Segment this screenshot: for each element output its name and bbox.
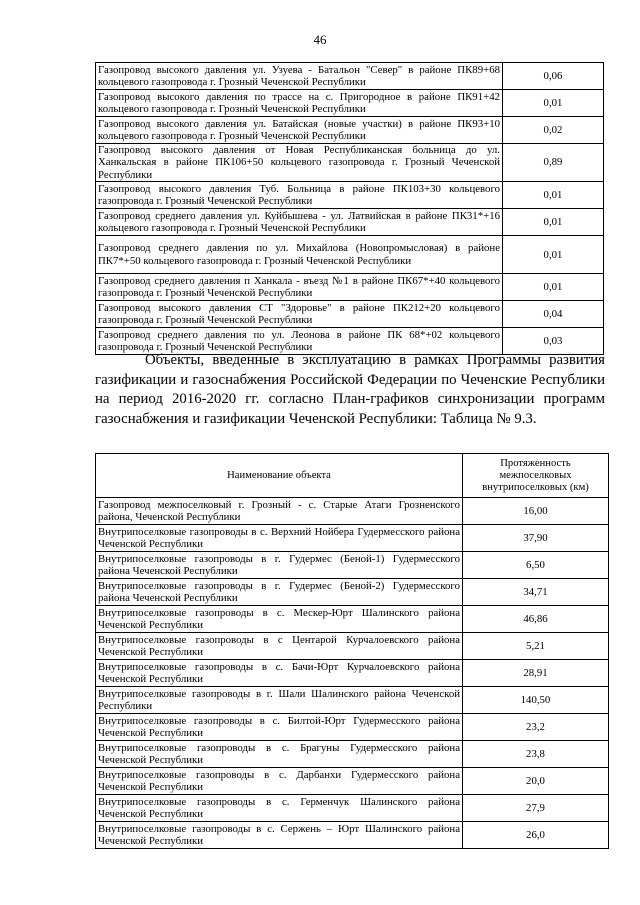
length-value-cell: 37,90 — [463, 525, 609, 552]
table-row — [96, 633, 609, 660]
object-name-cell: Газопровод среднего давления по ул. Михайлова (Новопромысловая) в районе ПК7*+50 кольцевого газопровода г. Грозный Чеченской Республики — [96, 236, 503, 274]
table-row — [96, 274, 604, 301]
length-value-cell: 16,00 — [463, 498, 609, 525]
table-row — [96, 660, 609, 687]
table-row — [96, 236, 604, 274]
table-header-row — [96, 454, 609, 498]
object-name-cell: Внутрипоселковые газопроводы в г. Гудермес (Беной-1) Гудермесского района Чеченской Республики — [96, 552, 463, 579]
table-row — [96, 741, 609, 768]
length-value-cell: 0,01 — [503, 182, 604, 209]
object-name-cell: Внутрипоселковые газопроводы в с. Верхний Нойбера Гудермесского района Чеченской Республики — [96, 525, 463, 552]
pipeline-table-continued — [95, 62, 604, 355]
object-name-cell: Газопровод высокого давления по трассе на с. Пригородное в районе ПК91+42 кольцевого газопровода г. Грозный Чеченской Республики — [96, 90, 503, 117]
length-value-cell: 20,0 — [463, 768, 609, 795]
table-row — [96, 768, 609, 795]
header-object-name: Наименование объекта — [96, 454, 463, 498]
length-value-cell: 0,02 — [503, 117, 604, 144]
length-value-cell: 0,89 — [503, 144, 604, 182]
length-value-cell: 0,06 — [503, 63, 604, 90]
object-name-cell: Внутрипоселковые газопроводы в с. Дарбанхи Гудермесского района Чеченской Республики — [96, 768, 463, 795]
table-row — [96, 714, 609, 741]
table-row — [96, 63, 604, 90]
length-value-cell: 0,01 — [503, 274, 604, 301]
length-value-cell: 0,01 — [503, 90, 604, 117]
table-row — [96, 795, 609, 822]
length-value-cell: 23,2 — [463, 714, 609, 741]
length-value-cell: 140,50 — [463, 687, 609, 714]
length-value-cell: 46,86 — [463, 606, 609, 633]
table-row — [96, 552, 609, 579]
table-row — [96, 579, 609, 606]
table-row — [96, 822, 609, 849]
object-name-cell: Газопровод среднего давления ул. Куйбышева - ул. Латвийская в районе ПК31*+16 кольцевого газопровода г. Грозный Чеченской Республики — [96, 209, 503, 236]
object-name-cell: Газопровод высокого давления Туб. Больница в районе ПК103+30 кольцевого газопровода г. Грозный Чеченской Республики — [96, 182, 503, 209]
length-value-cell: 0,01 — [503, 236, 604, 274]
table-row — [96, 301, 604, 328]
object-name-cell: Внутрипоселковые газопроводы в с Центарой Курчалоевского района Чеченской Республики — [96, 633, 463, 660]
length-value-cell: 0,04 — [503, 301, 604, 328]
table-row — [96, 606, 609, 633]
object-name-cell: Внутрипоселковые газопроводы в с. Сержень – Юрт Шалинского района Чеченской Республики — [96, 822, 463, 849]
table-row — [96, 144, 604, 182]
object-name-cell: Внутрипоселковые газопроводы в с. Билтой-Юрт Гудермесского района Чеченской Республики — [96, 714, 463, 741]
length-value-cell: 28,91 — [463, 660, 609, 687]
object-name-cell: Внутрипоселковые газопроводы в с. Мескер-Юрт Шалинского района Чеченской Республики — [96, 606, 463, 633]
table-row — [96, 498, 609, 525]
object-name-cell: Газопровод высокого давления СТ "Здоровье" в районе ПК212+20 кольцевого газопровода г. Грозный Чеченской Республики — [96, 301, 503, 328]
section-paragraph: Объекты, введенные в эксплуатацию в рамках Программы развития газификации и газоснабжения Российской Федерации по Чеченские Республики на период 2016-2020 гг. согласно План-графиков синхронизации программ газоснабжения и газификации Чеченской Республики: Таблица № 9.3. — [95, 352, 605, 427]
length-value-cell: 0,01 — [503, 209, 604, 236]
table-row — [96, 117, 604, 144]
length-value-cell: 6,50 — [463, 552, 609, 579]
table-row — [96, 687, 609, 714]
object-name-cell: Газопровод высокого давления ул. Узуева - Батальон "Север" в районе ПК89+68 кольцевого газопровода г. Грозный Чеченской Республики — [96, 63, 503, 90]
object-name-cell: Газопровод среднего давления п Ханкала - въезд №1 в районе ПК67*+40 кольцевого газопровода г. Грозный Чеченской Республики — [96, 274, 503, 301]
table-row — [96, 90, 604, 117]
length-value-cell: 34,71 — [463, 579, 609, 606]
length-value-cell: 26,0 — [463, 822, 609, 849]
object-name-cell: Газопровод высокого давления от Новая Республиканская больница до ул. Ханкальская в районе ПК106+50 кольцевого газопровода г. Грозный Чеченской Республики — [96, 144, 503, 182]
table-row — [96, 209, 604, 236]
length-value-cell: 23,8 — [463, 741, 609, 768]
object-name-cell: Внутрипоселковые газопроводы в с. Герменчук Шалинского района Чеченской Республики — [96, 795, 463, 822]
object-name-cell: Внутрипоселковые газопроводы в г. Шали Шалинского района Чеченской Республики — [96, 687, 463, 714]
header-length: Протяженность межпоселковых внутрипоселковых (км) — [463, 454, 609, 498]
object-name-cell: Внутрипоселковые газопроводы в г. Гудермес (Беной-2) Гудермесского района Чеченской Республики — [96, 579, 463, 606]
object-name-cell: Газопровод высокого давления ул. Батайская (новые участки) в районе ПК93+10 кольцевого газопровода г. Грозный Чеченской Республики — [96, 117, 503, 144]
table-row — [96, 182, 604, 209]
gasification-objects-table — [95, 453, 609, 849]
length-value-cell: 5,21 — [463, 633, 609, 660]
page-number: 46 — [313, 32, 327, 47]
object-name-cell: Внутрипоселковые газопроводы в с. Бачи-Юрт Курчалоевского района Чеченской Республики — [96, 660, 463, 687]
object-name-cell: Внутрипоселковые газопроводы в с. Брагуны Гудермесского района Чеченской Республики — [96, 741, 463, 768]
object-name-cell: Газопровод среднего давления по ул. Леонова в районе ПК 68*+02 кольцевого газопровода г. Грозный Чеченской Республики — [96, 328, 503, 355]
object-name-cell: Газопровод межпоселковый г. Грозный - с. Старые Атаги Грозненского района, Чеченской Республики — [96, 498, 463, 525]
length-value-cell: 27,9 — [463, 795, 609, 822]
length-value-cell: 0,03 — [503, 328, 604, 355]
table-row — [96, 525, 609, 552]
